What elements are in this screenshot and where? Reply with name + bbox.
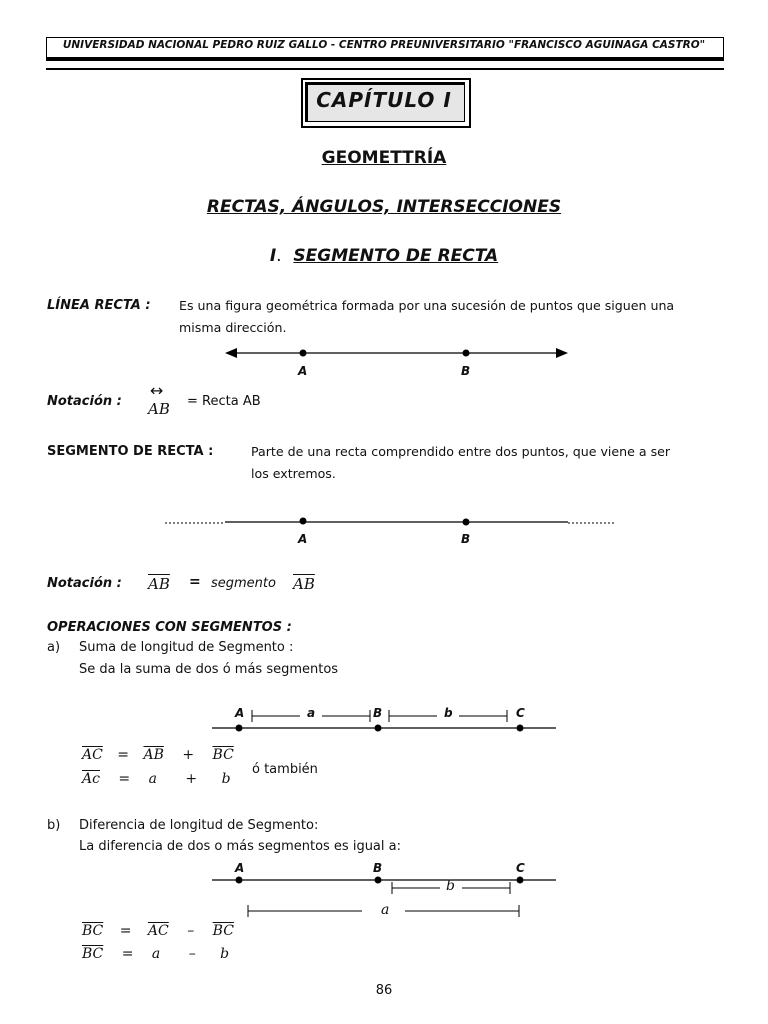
suma-eq1-eq: = [117, 747, 130, 763]
dif-point-b [375, 877, 382, 884]
linea-point-a-label: A [298, 364, 308, 378]
suma-eq2-t2: b [221, 771, 231, 787]
notacion-recta-symbol: AB [148, 400, 170, 418]
suma-eq2-t1: a [148, 771, 157, 787]
dif-label-b: B [373, 861, 383, 875]
segmento-term: SEGMENTO DE RECTA : [47, 444, 214, 459]
dif-point-c [517, 877, 524, 884]
dif-eq1-eq: = [119, 923, 132, 939]
dif-eq1-op: – [187, 923, 195, 939]
dif-label-seg-b: b [446, 878, 455, 894]
op-a-desc: Se da la suma de dos ó más segmentos [79, 662, 339, 677]
dif-point-a [236, 877, 243, 884]
suma-label-a: A [235, 706, 245, 720]
dif-label-c: C [516, 861, 525, 875]
notacion-recta-text: = Recta AB [187, 394, 261, 409]
dif-eq1-t2: $\overline{BC}$ [212, 923, 234, 939]
dif-eq2-t1: a [151, 946, 161, 962]
notacion-segmento-symbol2: $\overline{AB}$ [293, 575, 315, 593]
suma-eq1-op: + [182, 747, 195, 763]
seg-point-a-label: A [298, 532, 308, 546]
dif-eq1-t1: $\overline{AC}$ [147, 923, 169, 939]
suma-eq2-op: + [185, 771, 198, 787]
dif-label-a: A [235, 861, 245, 875]
topic-title: RECTAS, ÁNGULOS, INTERSECCIONES [206, 197, 562, 217]
op-b-desc: La diferencia de dos o más segmentos es igual a: [79, 839, 401, 854]
notacion-segmento-equals: = [189, 574, 201, 590]
linea-point-b-label: B [461, 364, 471, 378]
dif-eq2-eq: = [121, 946, 134, 962]
linea-recta-term: LÍNEA RECTA : [47, 298, 151, 313]
segmento-def-line1: Parte de una recta comprendido entre dos puntos, que viene a ser [251, 444, 671, 459]
op-a-marker: a) [47, 640, 61, 655]
dif-eq2 [82, 946, 229, 962]
section-name: SEGMENTO DE RECTA [293, 246, 499, 266]
suma-eq2-lhs: $\overline{Ac}$ [82, 771, 100, 787]
linea-recta-def-line2: misma dirección. [179, 320, 287, 335]
double-arrow-icon: ↔ [150, 381, 164, 400]
suma-eq1-lhs: $\overline{AC}$ [82, 747, 103, 763]
header-text: UNIVERSIDAD NACIONAL PEDRO RUIZ GALLO - CENTRO PREUNIVERSITARIO "FRANCISCO AGUINAGA CASTRO" [62, 39, 706, 51]
notacion-recta-label: Notación : [47, 394, 122, 409]
dif-label-seg-a: a [381, 902, 390, 918]
suma-label-seg-a: a [307, 706, 316, 720]
dif-eq2-lhs: $\overline{BC}$ [82, 946, 104, 962]
page-number: 86 [375, 983, 393, 998]
subject-title: GEOMETTRÍA [321, 148, 447, 168]
suma-eq1-t2: $\overline{BC}$ [212, 747, 234, 763]
notacion-segmento-word: segmento [211, 576, 276, 591]
suma-eq1-t1: $\overline{AB}$ [143, 747, 164, 763]
suma-label-c: C [516, 706, 525, 720]
segmento-def-line2: los extremos. [251, 466, 336, 481]
seg-point-b-label: B [461, 532, 471, 546]
dif-eq1-lhs: $\overline{BC}$ [82, 923, 104, 939]
op-b-marker: b) [47, 818, 61, 833]
linea-recta-def-line1: Es una figura geométrica formada por una sucesión de puntos que siguen una [179, 298, 675, 313]
suma-label-seg-b: b [444, 706, 453, 720]
suma-label-b: B [373, 706, 383, 720]
op-a-title: Suma de longitud de Segmento : [79, 640, 294, 655]
dif-eq1 [82, 923, 234, 939]
op-b-title: Diferencia de longitud de Segmento: [79, 818, 319, 833]
notacion-segmento-label: Notación : [47, 576, 122, 591]
suma-eq2-eq: = [118, 771, 131, 787]
section-dot: . [276, 246, 282, 266]
chapter-title: CAPÍTULO I [316, 88, 452, 112]
dif-eq2-op: – [188, 946, 196, 962]
suma-note: ó también [252, 762, 318, 777]
operaciones-heading: OPERACIONES CON SEGMENTOS : [47, 620, 292, 635]
dif-eq2-t2: b [220, 946, 230, 962]
section-number: I [269, 246, 277, 266]
notacion-segmento-symbol: $\overline{AB}$ [148, 575, 170, 593]
